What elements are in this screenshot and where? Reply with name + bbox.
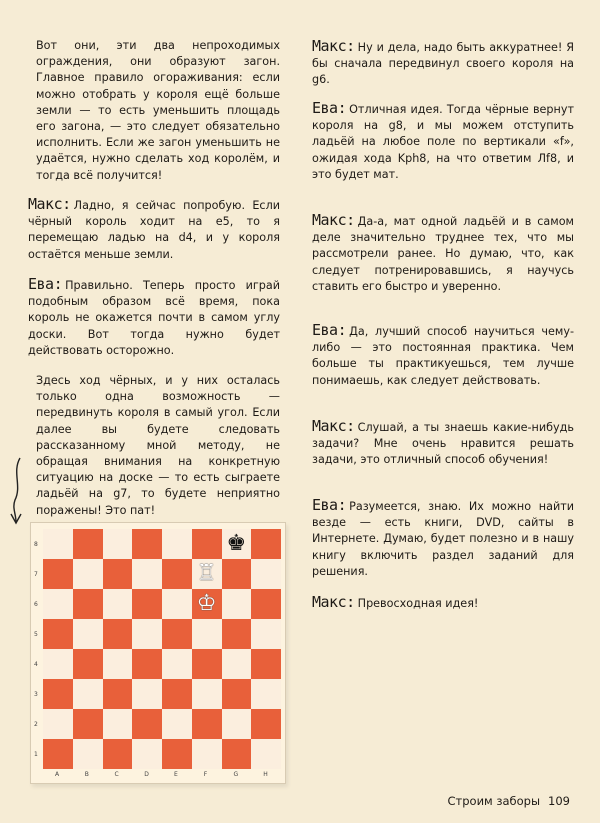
square-f5 [192,619,222,649]
square-c1 [103,739,133,769]
square-b4 [73,649,103,679]
square-a2 [43,709,73,739]
file-label: B [84,771,89,778]
square-f2 [192,709,222,739]
square-b8 [73,529,103,559]
square-f7 [192,559,222,589]
square-d8 [132,529,162,559]
square-f3 [192,679,222,709]
square-g3 [222,679,252,709]
square-a5 [43,619,73,649]
speaker-name: Ева: [312,99,347,117]
square-f8 [192,529,222,559]
square-c3 [103,679,133,709]
square-g8 [222,529,252,559]
intro-paragraph: Вот они, эти два непроходимых ограждения, они образуют загон. Главное правило огораживания: если можно отобрать у короля ещё больше земли — то есть уменьшить площадь его загона, — это следует обязательно исполнить. Если же загон уменьшить не удаётся, нужно сделать ход королём, и тогда всё получится! [36,39,280,182]
square-e6 [162,589,192,619]
square-a3 [43,679,73,709]
rank-label: 5 [34,631,38,638]
file-label: D [144,771,149,778]
dialogue-text: Слушай, а ты знаешь какие-нибудь задачи? Мне очень нравится решать задачи, это отличный способ обучения! [312,421,574,467]
square-c6 [103,589,133,619]
dialogue-text: Ладно, я сейчас попробую. Если чёрный король ходит на е5, то я перемещаю ладью на d4, и у короля остаётся меньше земли. [28,199,280,261]
dialogue-max-2 [312,38,574,89]
square-e7 [162,559,192,589]
square-d4 [132,649,162,679]
square-c7 [103,559,133,589]
square-b6 [73,589,103,619]
page-number: 109 [548,794,570,808]
dialogue-text: Да-а, мат одной ладьёй и в самом деле значительно труднее тех, что мы рассмотрели ранее. Но думаю, что, как следует потренировавшись, я научусь ставить его быстро и уверенно. [312,215,574,293]
rank-label: 3 [34,691,38,698]
rank-label: 4 [34,661,38,668]
square-h4 [251,649,281,679]
arrow-down-icon [6,456,28,526]
square-e4 [162,649,192,679]
square-a6 [43,589,73,619]
square-c8 [103,529,133,559]
square-d6 [132,589,162,619]
square-g4 [222,649,252,679]
square-h8 [251,529,281,559]
rank-label: 6 [34,601,38,608]
square-g2 [222,709,252,739]
square-g5 [222,619,252,649]
square-f4 [192,649,222,679]
dialogue-text: Правильно. Теперь просто играй подобным образом всё время, пока король не окажется почти в самом углу доски. Вот тогда нужно будет действовать осторожно. [28,279,280,357]
file-label: C [114,771,119,778]
file-label: F [203,771,208,778]
speaker-name: Макс: [312,211,355,229]
square-b7 [73,559,103,589]
square-d5 [132,619,162,649]
speaker-name: Макс: [28,195,71,213]
speaker-name: Ева: [28,275,63,293]
rank-label: 8 [34,541,38,548]
square-e2 [162,709,192,739]
dialogue-eva-4 [312,497,574,580]
square-h5 [251,619,281,649]
speaker-name: Макс: [312,417,355,435]
dialogue-max-3 [312,212,574,295]
square-c2 [103,709,133,739]
square-g1 [222,739,252,769]
chess-diagram [30,522,286,784]
rank-label: 1 [34,751,38,758]
speaker-name: Макс: [312,37,355,55]
square-h7 [251,559,281,589]
square-h6 [251,589,281,619]
stalemate-paragraph: Здесь ход чёрных, и у них осталась только одна возможность — передвинуть короля в самый угол. Если далее вы будете следовать рассказанному мной методу, не обращая внимания на конкретную ситуацию на доске — то есть сыграете ладьёй на g7, то будете неприятно поражены! Это пат! [36,374,280,517]
square-h1 [251,739,281,769]
running-title: Строим заборы [447,794,541,808]
rank-label: 7 [34,571,38,578]
square-g6 [222,589,252,619]
square-a4 [43,649,73,679]
speaker-name: Ева: [312,321,347,339]
dialogue-eva-3 [312,322,574,389]
white-rook-icon: ♖ [196,561,217,586]
square-e3 [162,679,192,709]
square-a8 [43,529,73,559]
page-footer [448,794,571,808]
square-d7 [132,559,162,589]
dialogue-eva-2 [312,100,574,183]
square-d3 [132,679,162,709]
dialogue-text: Да, лучший способ научиться чему-либо — это постоянная практика. Чем больше ты практикуешься, тем лучше понимаешь, как следует действовать. [312,325,574,387]
square-b5 [73,619,103,649]
square-a1 [43,739,73,769]
square-d1 [132,739,162,769]
file-label: E [174,771,178,778]
speaker-name: Ева: [312,496,347,514]
dialogue-max-4 [312,418,574,469]
square-c4 [103,649,133,679]
square-b3 [73,679,103,709]
square-g7 [222,559,252,589]
square-e8 [162,529,192,559]
dialogue-max-1 [28,196,280,263]
white-king-icon: ♔ [196,591,217,616]
black-king-icon: ♚ [226,531,247,556]
dialogue-eva-1 [28,276,280,359]
square-d2 [132,709,162,739]
square-e5 [162,619,192,649]
file-label: G [233,771,239,778]
square-c5 [103,619,133,649]
dialogue-text: Ну и дела, надо быть аккуратнее! Я бы сначала передвинул своего короля на g6. [312,41,574,87]
dialogue-max-5 [312,594,574,612]
file-label: A [55,771,60,778]
dialogue-text: Отличная идея. Тогда чёрные вернут короля на g8, и мы можем отступить ладьёй на любое поле по вертикали «f», ожидая хода Kph8, на что ответим Лf8, и это будет мат. [312,103,574,181]
square-h3 [251,679,281,709]
file-label: H [263,771,268,778]
square-e1 [162,739,192,769]
square-a7 [43,559,73,589]
dialogue-text: Разумеется, знаю. Их можно найти везде — есть книги, DVD, сайты в Интернете. Думаю, будет полезно и в нашу книгу включить раздел заданий для решения. [312,500,574,578]
square-h2 [251,709,281,739]
square-b2 [73,709,103,739]
rank-label: 2 [34,721,38,728]
square-b1 [73,739,103,769]
dialogue-text: Превосходная идея! [357,597,479,610]
square-f6 [192,589,222,619]
square-f1 [192,739,222,769]
chess-board [43,529,281,769]
speaker-name: Макс: [312,593,355,611]
